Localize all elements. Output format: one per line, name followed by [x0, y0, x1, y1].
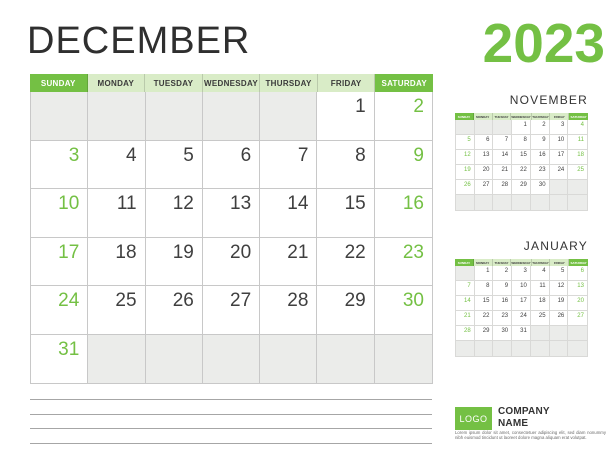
empty-day-cell: [512, 341, 531, 356]
day-cell-1: 1: [475, 266, 494, 281]
day-cell-19: 19: [550, 296, 569, 311]
day-cell-25: 25: [88, 286, 145, 335]
empty-day-cell: [531, 195, 550, 210]
company-name: [498, 406, 550, 430]
day-cell-14: 14: [456, 296, 475, 311]
empty-day-cell: [456, 120, 475, 135]
empty-day-cell: [88, 92, 145, 141]
january-title: JANUARY: [523, 239, 588, 253]
day-cell-29: 29: [317, 286, 374, 335]
empty-day-cell: [317, 335, 374, 384]
november-date-grid: [455, 120, 588, 211]
day-header-tuesday: TUESDAY: [493, 259, 512, 266]
day-header-tuesday: TUESDAY: [145, 74, 203, 92]
company-name-line2: NAME: [498, 418, 529, 429]
day-cell-5: 5: [456, 135, 475, 150]
day-cell-10: 10: [550, 135, 569, 150]
day-header-saturday: SATURDAY: [375, 74, 433, 92]
day-cell-8: 8: [317, 141, 374, 190]
empty-day-cell: [475, 341, 494, 356]
day-cell-24: 24: [512, 311, 531, 326]
day-cell-11: 11: [88, 189, 145, 238]
day-cell-21: 21: [260, 238, 317, 287]
day-header-wednesday: WEDNESDAY: [511, 114, 531, 119]
empty-day-cell: [568, 195, 587, 210]
empty-day-cell: [493, 341, 512, 356]
note-line: [30, 428, 432, 429]
day-cell-1: 1: [512, 120, 531, 135]
day-cell-9: 9: [375, 141, 432, 190]
day-cell-21: 21: [456, 311, 475, 326]
day-cell-25: 25: [568, 165, 587, 180]
day-cell-23: 23: [375, 238, 432, 287]
day-header-sunday: SUNDAY: [455, 113, 474, 120]
day-cell-4: 4: [88, 141, 145, 190]
empty-day-cell: [512, 195, 531, 210]
empty-day-cell: [493, 120, 512, 135]
empty-day-cell: [550, 180, 569, 195]
empty-day-cell: [550, 326, 569, 341]
day-cell-13: 13: [203, 189, 260, 238]
day-cell-23: 23: [531, 165, 550, 180]
day-header-saturday: SATURDAY: [570, 114, 587, 119]
november-title: NOVEMBER: [509, 93, 588, 107]
day-cell-29: 29: [475, 326, 494, 341]
day-cell-31: 31: [512, 326, 531, 341]
day-cell-26: 26: [456, 180, 475, 195]
day-header-thursday: THURSDAY: [260, 74, 318, 92]
day-cell-30: 30: [531, 180, 550, 195]
note-line: [30, 443, 432, 444]
empty-day-cell: [146, 335, 203, 384]
empty-day-cell: [146, 92, 203, 141]
day-header-wednesday: WEDNESDAY: [203, 74, 261, 92]
empty-day-cell: [88, 335, 145, 384]
empty-day-cell: [568, 180, 587, 195]
day-cell-8: 8: [512, 135, 531, 150]
day-cell-22: 22: [512, 165, 531, 180]
day-cell-19: 19: [146, 238, 203, 287]
company-tagline: Lorem ipsum dolor sit amet, consectetuer adipiscing elit, sed diam nonummy nibh euismod tincidunt ut laoreet dolore magna aliquam erat volutpat.: [455, 430, 606, 441]
empty-day-cell: [456, 266, 475, 281]
day-cell-5: 5: [550, 266, 569, 281]
day-cell-30: 30: [375, 286, 432, 335]
day-cell-29: 29: [512, 180, 531, 195]
empty-day-cell: [568, 341, 587, 356]
day-cell-23: 23: [493, 311, 512, 326]
day-cell-18: 18: [88, 238, 145, 287]
day-cell-12: 12: [146, 189, 203, 238]
note-line: [30, 399, 432, 400]
empty-day-cell: [260, 335, 317, 384]
empty-day-cell: [568, 326, 587, 341]
day-header-thursday: THURSDAY: [532, 114, 549, 119]
empty-day-cell: [475, 120, 494, 135]
day-cell-27: 27: [203, 286, 260, 335]
january-date-grid: [455, 266, 588, 357]
day-cell-13: 13: [475, 150, 494, 165]
day-header-saturday: SATURDAY: [570, 260, 587, 265]
day-cell-24: 24: [31, 286, 88, 335]
day-cell-27: 27: [568, 311, 587, 326]
day-header-wednesday: WEDNESDAY: [511, 260, 531, 265]
day-cell-20: 20: [475, 165, 494, 180]
day-cell-6: 6: [568, 266, 587, 281]
day-cell-14: 14: [260, 189, 317, 238]
empty-day-cell: [260, 92, 317, 141]
empty-day-cell: [475, 195, 494, 210]
day-cell-8: 8: [475, 281, 494, 296]
day-cell-17: 17: [550, 150, 569, 165]
day-cell-20: 20: [203, 238, 260, 287]
november-mini-calendar: [455, 93, 588, 211]
day-cell-30: 30: [493, 326, 512, 341]
day-cell-26: 26: [550, 311, 569, 326]
day-cell-3: 3: [550, 120, 569, 135]
notes-area: [30, 399, 432, 457]
day-cell-16: 16: [493, 296, 512, 311]
day-cell-20: 20: [568, 296, 587, 311]
day-header-friday: FRIDAY: [550, 113, 569, 120]
empty-day-cell: [550, 195, 569, 210]
day-cell-2: 2: [493, 266, 512, 281]
day-cell-5: 5: [146, 141, 203, 190]
day-cell-31: 31: [31, 335, 88, 384]
month-title: DECEMBER: [27, 20, 251, 62]
day-header-thursday: THURSDAY: [532, 260, 549, 265]
day-cell-7: 7: [493, 135, 512, 150]
day-cell-7: 7: [456, 281, 475, 296]
day-cell-25: 25: [531, 311, 550, 326]
day-cell-27: 27: [475, 180, 494, 195]
empty-day-cell: [456, 341, 475, 356]
company-logo: [455, 407, 492, 430]
day-header-monday: MONDAY: [88, 74, 146, 92]
note-line: [30, 414, 432, 415]
day-cell-16: 16: [375, 189, 432, 238]
day-cell-11: 11: [531, 281, 550, 296]
day-cell-18: 18: [568, 150, 587, 165]
day-cell-4: 4: [568, 120, 587, 135]
december-date-grid: [30, 92, 433, 384]
year-title: 2023: [482, 12, 605, 74]
empty-day-cell: [531, 341, 550, 356]
day-cell-16: 16: [531, 150, 550, 165]
day-cell-17: 17: [512, 296, 531, 311]
day-cell-2: 2: [375, 92, 432, 141]
day-cell-17: 17: [31, 238, 88, 287]
day-header-tuesday: TUESDAY: [493, 113, 512, 120]
day-header-sunday: SUNDAY: [455, 259, 474, 266]
day-cell-15: 15: [317, 189, 374, 238]
day-header-friday: FRIDAY: [550, 259, 569, 266]
day-cell-26: 26: [146, 286, 203, 335]
january-mini-calendar: [455, 239, 588, 357]
november-day-header-row: [455, 113, 588, 120]
empty-day-cell: [375, 335, 432, 384]
day-cell-7: 7: [260, 141, 317, 190]
day-cell-10: 10: [31, 189, 88, 238]
empty-day-cell: [493, 195, 512, 210]
empty-day-cell: [531, 326, 550, 341]
january-day-header-row: [455, 259, 588, 266]
day-cell-21: 21: [493, 165, 512, 180]
day-cell-15: 15: [512, 150, 531, 165]
day-header-monday: MONDAY: [474, 259, 493, 266]
day-cell-9: 9: [493, 281, 512, 296]
day-cell-1: 1: [317, 92, 374, 141]
company-name-line1: COMPANY: [498, 406, 550, 417]
december-calendar: [30, 74, 433, 384]
day-cell-28: 28: [493, 180, 512, 195]
day-cell-11: 11: [568, 135, 587, 150]
empty-day-cell: [31, 92, 88, 141]
day-cell-12: 12: [550, 281, 569, 296]
day-cell-3: 3: [512, 266, 531, 281]
empty-day-cell: [203, 92, 260, 141]
day-cell-9: 9: [531, 135, 550, 150]
day-header-monday: MONDAY: [474, 113, 493, 120]
day-cell-19: 19: [456, 165, 475, 180]
day-header-sunday: SUNDAY: [30, 74, 88, 92]
day-cell-3: 3: [31, 141, 88, 190]
empty-day-cell: [456, 195, 475, 210]
day-cell-2: 2: [531, 120, 550, 135]
day-header-friday: FRIDAY: [318, 74, 376, 92]
day-cell-6: 6: [203, 141, 260, 190]
day-cell-13: 13: [568, 281, 587, 296]
day-cell-22: 22: [317, 238, 374, 287]
day-cell-15: 15: [475, 296, 494, 311]
day-cell-10: 10: [512, 281, 531, 296]
day-cell-14: 14: [493, 150, 512, 165]
day-cell-22: 22: [475, 311, 494, 326]
day-cell-28: 28: [260, 286, 317, 335]
logo-text: LOGO: [459, 413, 488, 424]
day-cell-12: 12: [456, 150, 475, 165]
day-cell-6: 6: [475, 135, 494, 150]
day-cell-24: 24: [550, 165, 569, 180]
day-cell-28: 28: [456, 326, 475, 341]
day-cell-4: 4: [531, 266, 550, 281]
empty-day-cell: [203, 335, 260, 384]
day-header-row: [30, 74, 433, 92]
empty-day-cell: [550, 341, 569, 356]
day-cell-18: 18: [531, 296, 550, 311]
